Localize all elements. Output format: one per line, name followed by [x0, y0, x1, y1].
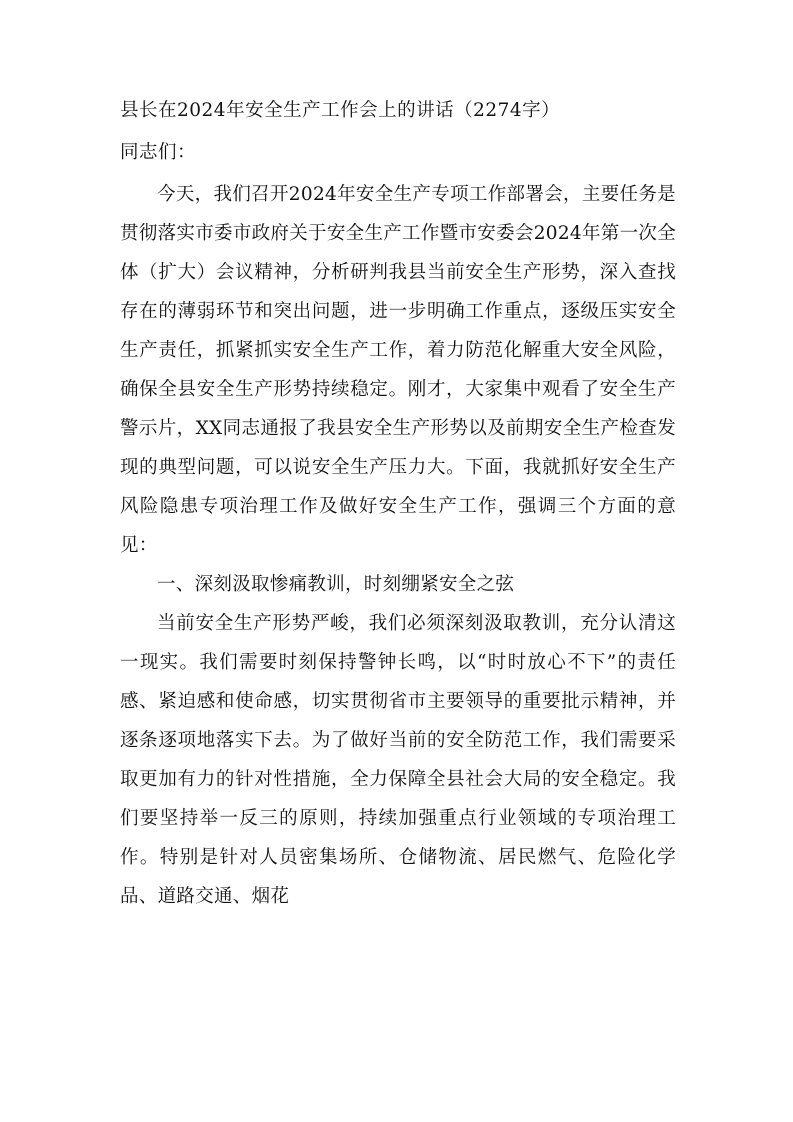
- section-heading: 一、深刻汲取惨痛教训，时刻绷紧安全之弦: [157, 574, 515, 595]
- salutation: 同志们：: [120, 142, 197, 163]
- document-title: 县长在2024年安全生产工作会上的讲话（2274字）: [120, 100, 561, 121]
- intro-paragraph: 今天，我们召开2024年安全生产专项工作部署会，主要任务是贯彻落实市委市政府关于安全生产工作暨市安委会2024年第一次全体（扩大）会议精神，分析研判我县当前安全生产形势，深入查找存在的薄弱环节和突出问题，进一步明确工作重点，逐级压实安全生产责任，抓紧抓实安全生产工作，着力防范化解重大安全风险，确保全县安全生产形势持续稳定。刚才，大家集中观看了安全生产警示片，XX同志通报了我县安全生产形势以及前期安全生产检查发现的典型问题，可以说安全生产压力大。下面，我就抓好安全生产风险隐患专项治理工作及做好安全生产工作，强调三个方面的意见：: [120, 184, 676, 556]
- section-paragraph: 当前安全生产形势严峻，我们必须深刻汲取教训，充分认清这一现实。我们需要时刻保持警钟长鸣，以“时时放心不下”的责任感、紧迫感和使命感，切实贯彻省市主要领导的重要批示精神，并逐条逐项地落实下去。为了做好当前的安全防范工作，我们需要采取更加有力的针对性措施，全力保障全县社会大局的安全稳定。我们要坚持举一反三的原则，持续加强重点行业领域的专项治理工作。特别是针对人员密集场所、仓储物流、居民燃气、危险化学品、道路交通、烟花: [120, 613, 676, 907]
- document-body: [120, 92, 676, 916]
